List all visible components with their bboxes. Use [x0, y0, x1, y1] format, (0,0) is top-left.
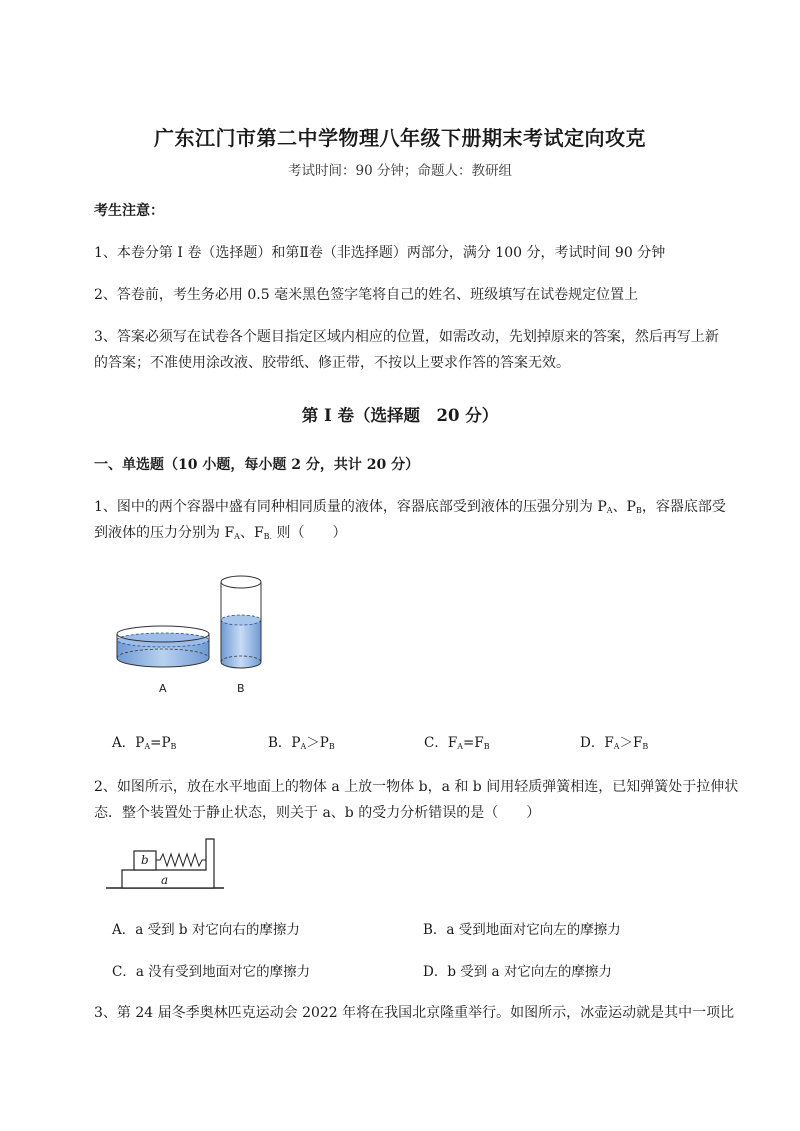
q1-option-c[interactable]: C．$F_A=F_B$: [424, 735, 490, 751]
container-a-label: A: [159, 682, 167, 695]
section-title: 第 I 卷（选择题 20 分）: [301, 406, 499, 425]
containers-figure: [105, 572, 275, 702]
q2-option-b[interactable]: B．a 受到地面对它向左的摩擦力: [423, 922, 621, 938]
q2-option-c[interactable]: C．a 没有受到地面对它的摩擦力: [112, 964, 311, 980]
notice-item: 2、答卷前，考生务必用 0.5 毫米黑色签字笔将自己的姓名、班级填写在试卷规定位置上: [94, 287, 639, 303]
question-2-text-continued: 态．整个装置处于静止状态，则关于 a、b 的受力分析错误的是（ ）: [94, 805, 541, 821]
exam-subtitle: 考试时间：90 分钟；命题人：教研组: [288, 163, 512, 179]
notice-item-continued: 的答案；不准使用涂改液、胶带纸、修正带，不按以上要求作答的答案无效。: [94, 355, 570, 371]
q1-option-d[interactable]: D．$F_A>F_B$: [580, 735, 649, 751]
container-a: [117, 626, 209, 667]
spring-blocks-figure: [104, 835, 234, 897]
q2-option-a[interactable]: A．a 受到 b 对它向右的摩擦力: [112, 922, 300, 938]
q2-option-d[interactable]: D．b 受到 a 对它向左的摩擦力: [423, 964, 612, 980]
q1-option-a[interactable]: A．$P_A=P_B$: [112, 735, 177, 751]
part-heading: 一、单选题（10 小题，每小题 2 分，共计 20 分）: [94, 457, 420, 473]
block-b-label: b: [141, 853, 149, 867]
question-1-text: 1、图中的两个容器中盛有同种相同质量的液体，容器底部受到液体的压强分别为 $P_A$、$P_B$，容器底部受: [94, 499, 726, 515]
block-a-label: a: [161, 873, 169, 887]
notice-heading: 考生注意：: [94, 203, 164, 219]
question-3-text: 3、第 24 届冬季奥林匹克运动会 2022 年将在我国北京隆重举行。如图所示，冰壶运动就是其中一项比: [94, 1005, 735, 1021]
question-1-text-continued: 到液体的压力分别为 $F_A$、$F_{B.}$ 则（ ）: [94, 525, 347, 541]
container-b-label: B: [237, 682, 245, 695]
notice-item: 1、本卷分第 I 卷（选择题）和第Ⅱ卷（非选择题）两部分，满分 100 分，考试时间 90 分钟: [94, 245, 666, 261]
question-2-text: 2、如图所示，放在水平地面上的物体 a 上放一物体 b，a 和 b 间用轻质弹簧相连，已知弹簧处于拉伸状: [94, 779, 739, 795]
container-b: [221, 576, 261, 668]
page-title: 广东江门市第二中学物理八年级下册期末考试定向攻克: [154, 126, 646, 150]
spring: [156, 854, 206, 866]
notice-item: 3、答案必须写在试卷各个题目指定区域内相应的位置，如需改动，先划掉原来的答案，然后再写上新: [94, 329, 719, 345]
q1-option-b[interactable]: B．$P_A>P_B$: [268, 735, 335, 751]
